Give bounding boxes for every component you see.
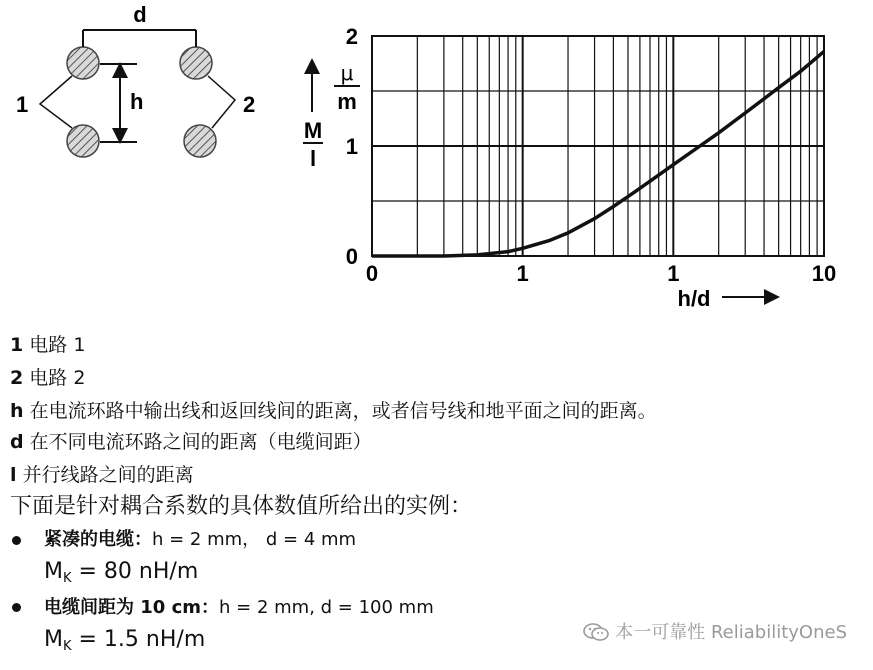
y-tick-label-0: 0 (345, 244, 358, 269)
circuit-1-wire (40, 76, 72, 128)
circuit-1-label: 1 (16, 92, 29, 117)
x-axis-label: h/d (677, 286, 711, 311)
example-2-params: h = 2 mm, d = 100 mm (219, 597, 434, 618)
y-label-l: l (309, 146, 317, 171)
y-tick-label-2: 2 (345, 24, 358, 49)
unit-m: m (337, 89, 357, 114)
d-label: d (133, 2, 147, 27)
example-2-title: 电缆间距为 10 cm： (44, 597, 220, 618)
h-label: h (130, 89, 144, 114)
cable-schematic (16, 2, 255, 157)
examples-intro: 下面是针对耦合系数的具体数值所给出的实例： (10, 494, 473, 519)
x-tick-label-3: 10 (811, 261, 837, 286)
legend-item-1: 1 电路 1 (10, 334, 86, 356)
example-1-params: h = 2 mm， d = 4 mm (152, 529, 357, 550)
unit-mu: μ (340, 61, 354, 85)
legend-item-h: h 在电流环路中输出线和返回线间的距离，或者信号线和地平面之间的距离。 (10, 400, 657, 422)
conductor-1-bottom (67, 125, 99, 157)
legend-item-d: d 在不同电流环路之间的距离（电缆间距） (10, 431, 372, 453)
coupling-curve (372, 51, 824, 256)
example-1-value: $M_K = 80$ nH/m (44, 559, 199, 586)
coupling-figure (0, 0, 873, 320)
watermark: 本一可靠性 ReliabilityOneS (583, 618, 847, 644)
example-2-value: $M_K = 1.5$ nH/m (44, 627, 206, 654)
conductor-2-top (180, 47, 212, 79)
chart-tick-labels (346, 24, 836, 286)
legend-item-2: 2 电路 2 (10, 367, 86, 389)
y-tick-label-1: 1 (345, 134, 358, 159)
x-tick-label-2: 1 (667, 261, 680, 286)
bullet-1 (12, 536, 21, 545)
chart-grid (372, 36, 824, 256)
conductor-2-bottom (184, 125, 216, 157)
x-tick-label-0: 0 (365, 261, 379, 286)
y-label-M: M (303, 118, 323, 143)
legend-item-l: l 并行线路之间的距离 (10, 464, 194, 486)
wechat-icon (583, 623, 609, 641)
example-2 (44, 596, 434, 620)
coupling-chart (303, 24, 836, 311)
circuit-2-wire (208, 76, 235, 128)
bullet-2 (12, 603, 21, 612)
example-1-title: 紧凑的电缆： (44, 529, 152, 550)
example-1 (44, 528, 356, 552)
conductor-1-top (67, 47, 99, 79)
x-tick-label-1: 1 (516, 261, 529, 286)
circuit-2-label: 2 (243, 92, 256, 117)
